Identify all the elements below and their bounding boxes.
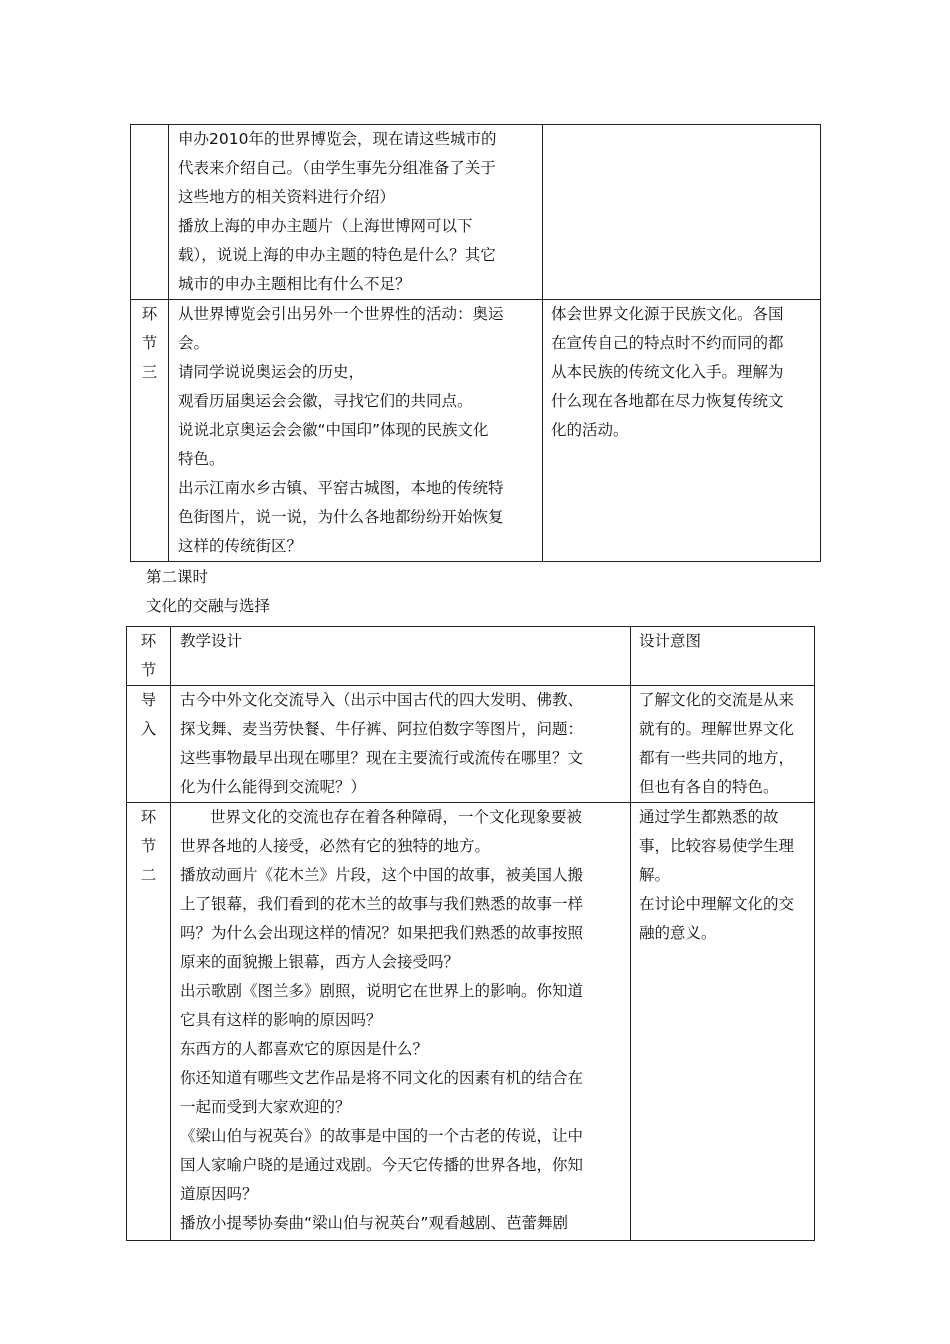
- topic-heading: 文化的交融与选择: [146, 597, 271, 615]
- design-line: 播放动画片《花木兰》片段，这个中国的故事，被美国人搬: [180, 866, 584, 884]
- design-cell: [171, 803, 631, 1241]
- intent-line: 了解文化的交流是从来: [639, 691, 795, 709]
- design-line: 申办2010年的世界博览会，现在请这些城市的: [178, 130, 497, 148]
- intent-line: 什么现在各地都在尽力恢复传统文: [551, 392, 784, 410]
- design-line: 这些地方的相关资料进行介绍）: [178, 188, 396, 206]
- row-label-char: 入: [140, 720, 157, 738]
- design-line: 古今中外文化交流导入（出示中国古代的四大发明、佛教、: [180, 691, 584, 709]
- header-label-char: 节: [140, 661, 157, 679]
- table-row: [127, 803, 815, 1241]
- intent-line: 从本民族的传统文化入手。理解为: [551, 363, 784, 381]
- intent-line: 事，比较容易使学生理: [639, 837, 795, 855]
- design-line: 上了银幕，我们看到的花木兰的故事与我们熟悉的故事一样: [180, 895, 584, 913]
- design-line: 这样的传统街区？: [178, 537, 303, 555]
- row-label-cell: [127, 686, 171, 803]
- intent-line: 就有的。理解世界文化: [639, 720, 795, 738]
- design-line: 特色。: [178, 450, 225, 468]
- header-intent-cell: [631, 627, 815, 686]
- intent-line: 在讨论中理解文化的交: [639, 895, 795, 913]
- design-line: 播放小提琴协奏曲“梁山伯与祝英台”观看越剧、芭蕾舞剧: [180, 1214, 569, 1232]
- table-row: [131, 300, 821, 562]
- design-line: 吗？为什么会出现这样的情况？如果把我们熟悉的故事按照: [180, 924, 584, 942]
- table-row: [131, 125, 821, 300]
- design-line: 探戈舞、麦当劳快餐、牛仔裤、阿拉伯数字等图片，问题：: [180, 720, 584, 738]
- design-line: 播放上海的申办主题片（上海世博网可以下: [178, 217, 473, 235]
- intent-line: 解。: [639, 866, 671, 884]
- design-line: 从世界博览会引出另外一个世界性的活动：奥运: [178, 305, 504, 323]
- design-line: 一起而受到大家欢迎的？: [180, 1098, 351, 1116]
- design-line: 载），说说上海的申办主题的特色是什么？其它: [178, 246, 496, 264]
- design-cell: [169, 300, 543, 562]
- design-line: 你还知道有哪些文艺作品是将不同文化的因素有机的结合在: [180, 1069, 584, 1087]
- column-header-design: 教学设计: [180, 632, 243, 650]
- intent-line: 体会世界文化源于民族文化。各国: [551, 305, 784, 323]
- table-header-row: [127, 627, 815, 686]
- design-line: 出示江南水乡古镇、平窑古城图，本地的传统特: [178, 479, 504, 497]
- design-line: 会。: [178, 334, 210, 352]
- design-line: 原来的面貌搬上银幕，西方人会接受吗？: [180, 953, 460, 971]
- column-header-intent: 设计意图: [639, 632, 702, 650]
- design-line: 国人家喻户晓的是通过戏剧。今天它传播的世界各地，你知: [180, 1156, 584, 1174]
- row-label-char: 节: [140, 837, 157, 855]
- lesson-heading: 第二课时: [146, 568, 209, 586]
- intent-line: 融的意义。: [639, 924, 717, 942]
- design-line: 这些事物最早出现在哪里？现在主要流行或流传在哪里？文: [180, 749, 584, 767]
- intent-line: 都有一些共同的地方，: [639, 749, 795, 767]
- design-line: 城市的申办主题相比有什么不足？: [178, 275, 411, 293]
- design-line: 世界文化的交流也存在着各种障碍，一个文化现象要被: [210, 808, 583, 826]
- intent-cell: [543, 300, 821, 562]
- design-line: 请同学说说奥运会的历史，: [178, 363, 365, 381]
- row-label-char: 导: [140, 691, 157, 709]
- row-label-cell: [127, 803, 171, 1241]
- row-label-cell: [131, 125, 169, 300]
- row-label-char: 节: [141, 334, 158, 352]
- design-line: 《梁山伯与祝英台》的故事是中国的一个古老的传说，让中: [180, 1127, 584, 1145]
- design-cell: [169, 125, 543, 300]
- intent-line: 但也有各自的特色。: [639, 778, 779, 796]
- header-label-cell: [127, 627, 171, 686]
- intent-cell: [543, 125, 821, 300]
- design-line: 出示歌剧《图兰多》剧照，说明它在世界上的影响。你知道: [180, 982, 584, 1000]
- row-label-char: 环: [140, 808, 157, 826]
- table-continued: [130, 124, 821, 562]
- row-label-char: 三: [141, 363, 158, 381]
- row-label-char: 环: [141, 305, 158, 323]
- design-line: 代表来介绍自己。（由学生事先分组准备了关于: [178, 159, 496, 177]
- design-line: 它具有这样的影响的原因吗？: [180, 1011, 382, 1029]
- intent-cell: [631, 686, 815, 803]
- design-line: 道原因吗？: [180, 1185, 258, 1203]
- design-cell: [171, 686, 631, 803]
- design-line: 说说北京奥运会会徽“中国印”体现的民族文化: [178, 421, 489, 439]
- intent-line: 化的活动。: [551, 421, 629, 439]
- design-line: 化为什么能得到交流呢？）: [180, 778, 367, 796]
- intent-cell: [631, 803, 815, 1241]
- table-row: [127, 686, 815, 803]
- design-line: 东西方的人都喜欢它的原因是什么？: [180, 1040, 429, 1058]
- lesson-table: [126, 626, 815, 1241]
- row-label-char: 二: [140, 866, 157, 884]
- design-line: 世界各地的人接受，必然有它的独特的地方。: [180, 837, 491, 855]
- design-line: 色街图片，说一说，为什么各地都纷纷开始恢复: [178, 508, 504, 526]
- header-label-char: 环: [140, 632, 157, 650]
- header-design-cell: [171, 627, 631, 686]
- intent-line: 在宣传自己的特点时不约而同的都: [551, 334, 784, 352]
- design-line: 观看历届奥运会会徽，寻找它们的共同点。: [178, 392, 473, 410]
- row-label-cell: [131, 300, 169, 562]
- intent-line: 通过学生都熟悉的故: [639, 808, 779, 826]
